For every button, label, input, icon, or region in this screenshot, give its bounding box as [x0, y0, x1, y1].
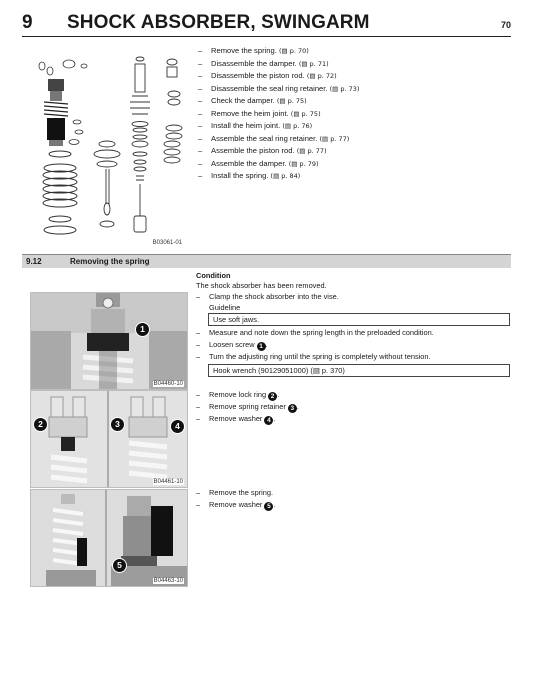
page-number: 70 [500, 20, 511, 30]
list-item: – Remove spring retainer 3 . [196, 401, 299, 413]
figure-lock-ring [30, 390, 188, 488]
step-list [196, 291, 339, 303]
guideline-box [208, 313, 510, 326]
page-reference[interactable]: (▤ p. 77) [319, 134, 350, 143]
step-list [196, 487, 275, 511]
list-item: – Assemble the seal ring retainer. (▤ p. 77) [198, 133, 359, 146]
section-title: Removing the spring [70, 256, 150, 266]
exploded-view-drawing [22, 44, 186, 248]
list-item: – Loosen screw 1 . [196, 339, 434, 351]
page-reference[interactable]: (▤ p. 77) [296, 147, 327, 155]
list-item: – Remove lock ring 2 . [196, 389, 299, 401]
figure-code: B04463-10 [153, 578, 183, 584]
figure-code: B03061-01 [152, 240, 182, 246]
guideline-text: Use soft jaws. [213, 315, 260, 324]
page-reference[interactable]: (▤ p. 72) [306, 72, 337, 80]
page-reference[interactable]: (▤ p. 70) [278, 47, 309, 55]
section-number: 9.12 [26, 256, 42, 266]
page-reference[interactable]: (▤ p. 84) [270, 172, 301, 180]
header-rule [22, 36, 511, 37]
list-item: – Remove the spring. [196, 487, 275, 499]
tool-box [208, 364, 510, 377]
page-reference[interactable]: (▤ p. 71) [298, 59, 329, 68]
figure-code: B04461-10 [153, 479, 183, 485]
callout-3: 3 [110, 417, 125, 432]
tool-text[interactable]: Hook wrench (90129051000) (▤ p. 370) [213, 366, 345, 375]
figure-code: B04460-10 [153, 381, 183, 387]
shock-clamped-drawing [31, 293, 187, 389]
figure-spring-removed [30, 489, 188, 587]
list-item: – Turn the adjusting ring until the spring is completely without tension. [196, 351, 434, 363]
list-item: – Install the spring. (▤ p. 84) [198, 170, 359, 183]
page-reference[interactable]: (▤ p. 79) [288, 159, 319, 168]
top-step-list [198, 45, 359, 183]
list-item: – Disassemble the damper. (▤ p. 71) [198, 58, 359, 71]
list-item: – Disassemble the seal ring retainer. (▤ p. 73) [198, 83, 359, 96]
list-item: – Assemble the piston rod. (▤ p. 77) [198, 145, 359, 158]
step-list [196, 389, 299, 425]
chapter-title: SHOCK ABSORBER, SWINGARM [67, 12, 370, 33]
number-badge: 1 [257, 342, 266, 351]
lock-ring-drawing [31, 391, 187, 487]
list-item: – Remove the spring. (▤ p. 70) [198, 45, 359, 58]
list-item: – Remove the heim joint. (▤ p. 75) [198, 108, 359, 121]
page-reference[interactable]: (▤ p. 76) [282, 122, 313, 130]
list-item: – Clamp the shock absorber into the vise. [196, 291, 339, 303]
list-item: – Remove washer 4 . [196, 413, 299, 425]
page-reference[interactable]: (▤ p. 73) [329, 84, 360, 93]
figure-shock-clamped [30, 292, 188, 390]
guideline-label: Guideline [209, 303, 241, 312]
list-item: – Assemble the damper. (▤ p. 79) [198, 158, 359, 171]
spring-removed-drawing [31, 490, 187, 586]
list-item: – Remove washer 5 . [196, 499, 275, 511]
list-item: – Check the damper. (▤ p. 75) [198, 95, 359, 108]
step-list [196, 327, 434, 363]
list-item: – Disassemble the piston rod. (▤ p. 72) [198, 70, 359, 83]
callout-5: 5 [112, 558, 127, 573]
number-badge: 4 [264, 416, 273, 425]
condition-heading: Condition [196, 271, 231, 280]
chapter-number: 9 [22, 12, 33, 33]
callout-4: 4 [170, 419, 185, 434]
list-item: – Install the heim joint. (▤ p. 76) [198, 120, 359, 133]
condition-text: The shock absorber has been removed. [196, 281, 327, 290]
number-badge: 3 [288, 404, 297, 413]
page-reference[interactable]: (▤ p. 75) [290, 109, 321, 118]
list-item: – Measure and note down the spring length in the preloaded condition. [196, 327, 434, 339]
page-reference[interactable]: (▤ p. 75) [276, 97, 307, 105]
callout-2: 2 [33, 417, 48, 432]
exploded-view-figure [22, 44, 186, 248]
callout-1: 1 [135, 322, 150, 337]
section-heading-bar [22, 254, 511, 268]
number-badge: 5 [264, 502, 273, 511]
number-badge: 2 [268, 392, 277, 401]
